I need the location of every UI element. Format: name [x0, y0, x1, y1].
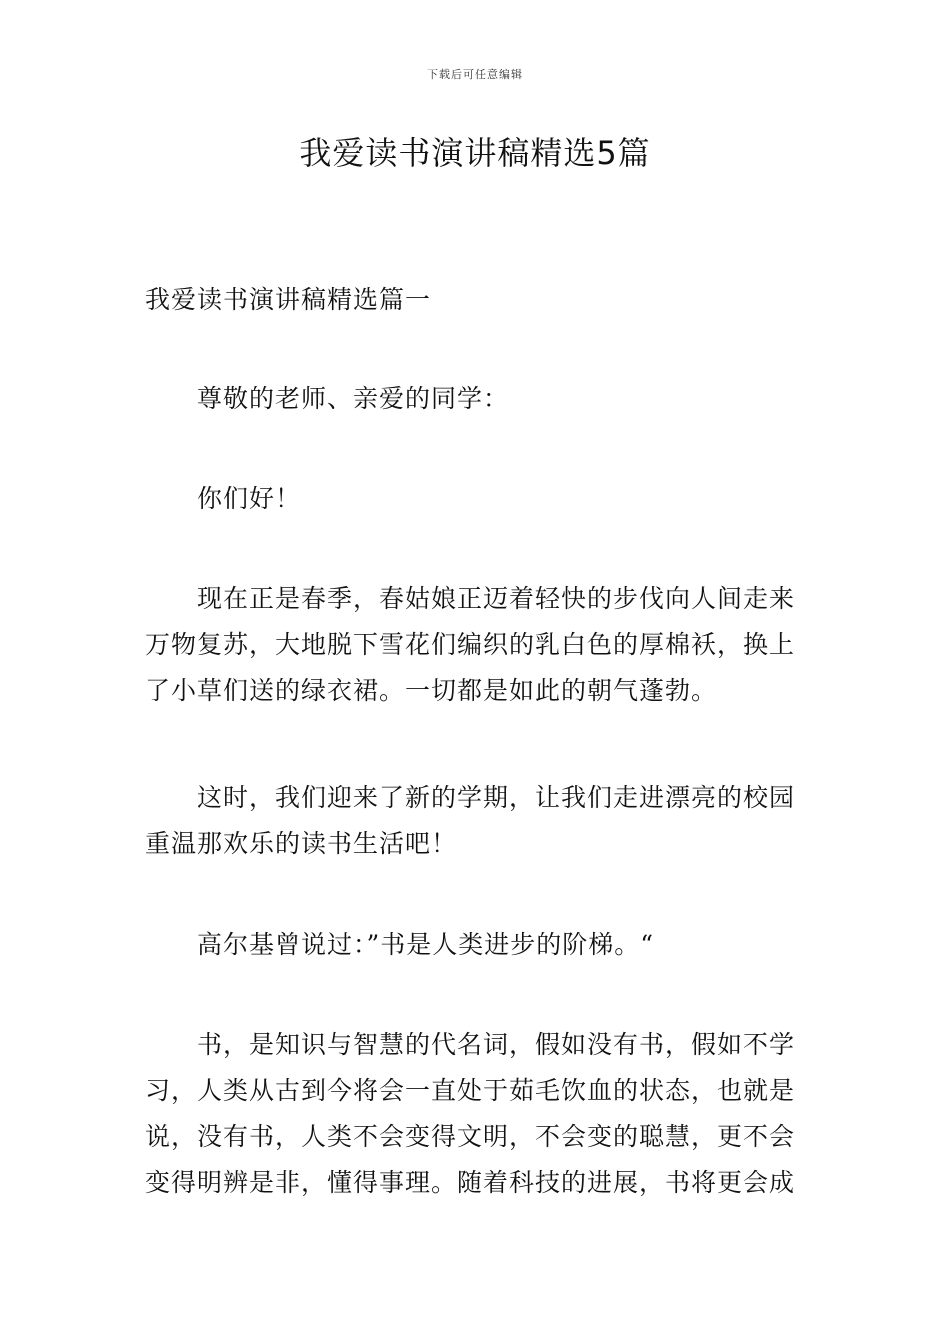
paragraph-line: 现在正是春季，春姑娘正迈着轻快的步伐向人间走来: [197, 584, 796, 613]
header-note: 下载后可任意编辑: [427, 68, 523, 81]
quote-paragraph: 高尔基曾说过：”书是人类进步的阶梯。“: [197, 930, 655, 959]
spring-paragraph: [145, 576, 810, 714]
section-heading: 我爱读书演讲稿精选篇一: [145, 285, 432, 314]
books-paragraph: [145, 1022, 810, 1206]
paragraph-line: 书，是知识与智慧的代名词，假如没有书，假如不学: [197, 1030, 796, 1059]
paragraph-line: 说，没有书，人类不会变得文明，不会变的聪慧，更不会: [145, 1122, 796, 1151]
paragraph-line: 万物复苏，大地脱下雪花们编织的乳白色的厚棉袄，换上: [145, 630, 796, 659]
greeting-paragraph: 尊敬的老师、亲爱的同学：: [197, 384, 510, 413]
paragraph-line: 重温那欢乐的读书生活吧！: [145, 829, 458, 858]
paragraph-line: 这时，我们迎来了新的学期，让我们走进漂亮的校园: [197, 783, 796, 812]
hello-paragraph: 你们好！: [197, 484, 302, 513]
paragraph-line: 习，人类从古到今将会一直处于茹毛饮血的状态，也就是: [145, 1076, 796, 1105]
paragraph-line: 了小草们送的绿衣裙。一切都是如此的朝气蓬勃。: [145, 676, 718, 705]
paragraph-line: 变得明辨是非，懂得事理。随着科技的进展，书将更会成: [145, 1168, 796, 1197]
document-title: 我爱读书演讲稿精选5篇: [299, 134, 651, 172]
semester-paragraph: [145, 775, 810, 867]
